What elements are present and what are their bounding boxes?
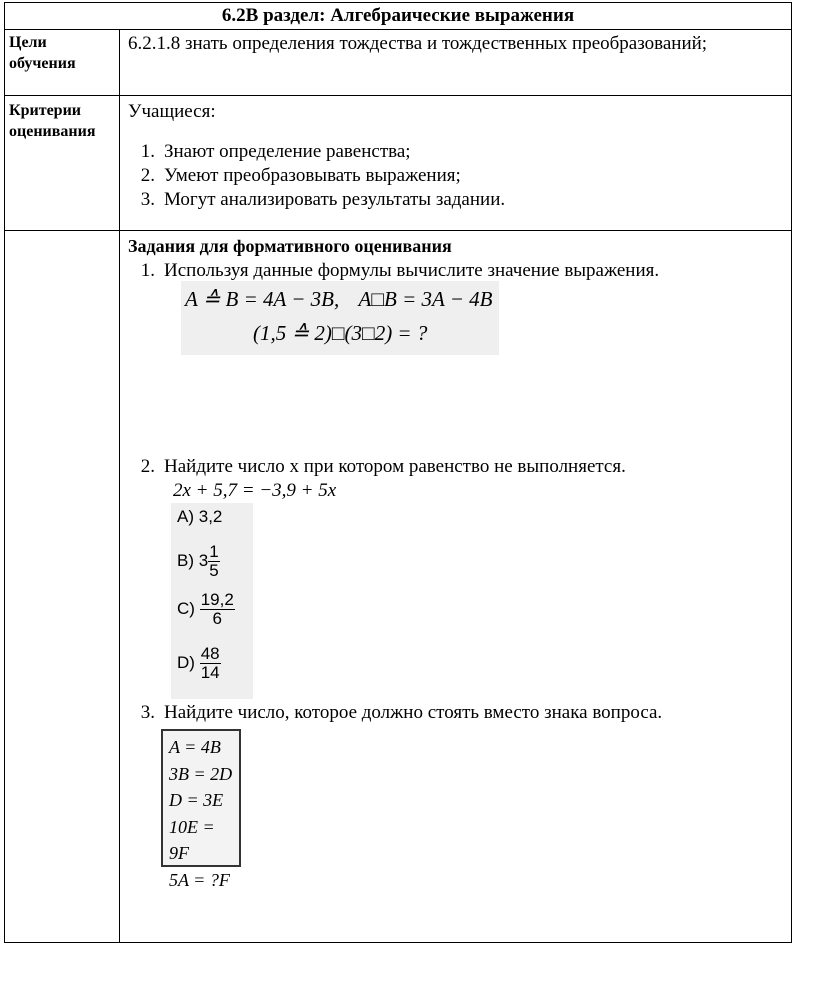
column-divider <box>119 30 120 942</box>
equation-line: A = 4B <box>169 737 221 757</box>
equation-line: D = 3E <box>169 790 224 810</box>
task-2-text: Найдите число x при котором равенство не выполняется. <box>164 456 626 477</box>
criteria-item: 2. Умеют преобразовывать выражения; <box>140 165 461 186</box>
task-3: 3. Найдите число, которое должно стоять вместо знака вопроса. <box>140 702 663 723</box>
task-2: 2. Найдите число x при котором равенство не выполняется. 2x + 5,7 = −3,9 + 5x <box>128 455 785 503</box>
criteria-item: 3. Могут анализировать результаты задании. <box>140 189 506 210</box>
criteria-list <box>128 140 785 212</box>
criteria-label: Критерии оценивания <box>9 102 96 140</box>
task-1-formula-image <box>181 281 499 355</box>
equation-line: 3B = 2D <box>169 763 233 784</box>
formula-line-2: (1,5 ≙ 2)□(3□2) = ? <box>253 321 428 345</box>
equation-line: 5A = ?F <box>169 869 230 890</box>
tasks-heading: Задания для формативного оценивания <box>128 236 452 256</box>
task-1: 1. Используя данные формулы вычислите значение выражения. <box>140 260 660 281</box>
formula-line-1a: A ≙ B = 4A − 3B, <box>185 287 340 311</box>
option-c: C) $\frac{19,2}{6}$ <box>177 590 234 628</box>
task-2-equation: 2x + 5,7 = −3,9 + 5x <box>173 480 337 501</box>
learning-goals-text: 6.2.1.8 знать определения тождества и тождественных преобразований; <box>128 33 708 54</box>
option-b: B) 3 $\frac{1}{5}$ <box>177 542 219 580</box>
learning-goals-label: Цели обучения <box>9 34 76 72</box>
task-3-text: Найдите число, которое должно стоять вместо знака вопроса. <box>164 702 663 723</box>
criteria-row <box>5 96 791 231</box>
tasks-cell <box>128 235 785 283</box>
task-2-options-image <box>171 503 253 699</box>
assessment-table <box>4 2 792 943</box>
equation-line: 10E = 9F <box>169 816 215 863</box>
option-a: A) 3,2 <box>177 507 223 526</box>
criteria-item: 1. Знают определение равенства; <box>140 141 411 162</box>
section-title: 6.2В раздел: Алгебраические выражения <box>5 3 791 30</box>
task-3-equations-image <box>161 729 241 890</box>
criteria-intro: Учащиеся: <box>128 101 216 122</box>
formula-line-1b: A□B = 3A − 4B <box>358 287 493 311</box>
option-d: D) $\frac{48}{14}$ <box>177 644 220 682</box>
learning-goals-row <box>5 30 791 96</box>
criteria-cell <box>128 100 785 212</box>
